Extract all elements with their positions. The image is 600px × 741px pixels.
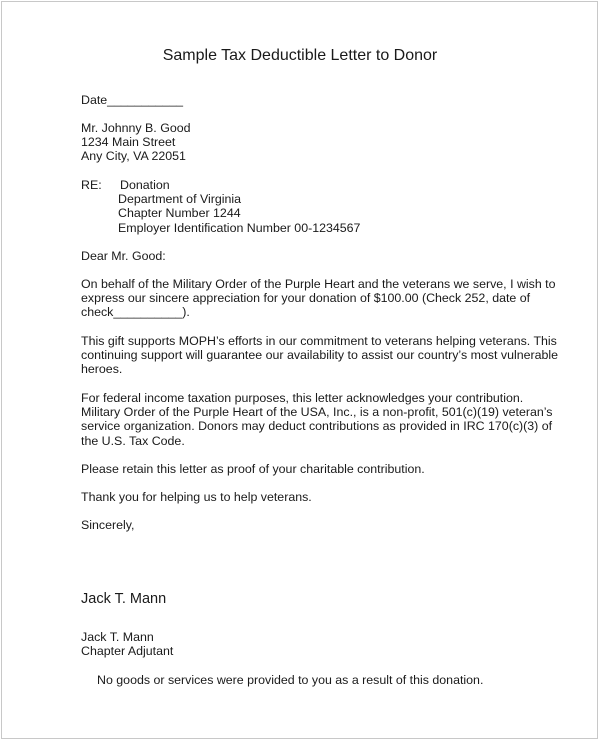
paragraph-line: On behalf of the Military Order of the Purple Heart and the veterans we serve, I wish to xyxy=(81,277,556,291)
signer-title: Chapter Adjutant xyxy=(81,644,174,659)
re-line: Donation xyxy=(120,178,170,192)
paragraph-tax xyxy=(81,391,553,448)
signer-block xyxy=(81,630,173,658)
recipient-city: Any City, VA 22051 xyxy=(81,149,186,164)
recipient-street: 1234 Main Street xyxy=(81,135,176,150)
signer-name: Jack T. Mann xyxy=(81,630,154,644)
re-label: RE: xyxy=(81,178,102,192)
page-title: Sample Tax Deductible Letter to Donor xyxy=(162,47,438,64)
recipient-address xyxy=(81,121,191,164)
paragraph-retain xyxy=(81,462,425,476)
paragraph-line: Military Order of the Purple Heart of the USA, Inc., is a non-profit, 501(c)(19) veteran’s xyxy=(81,405,553,420)
paragraph-line: For federal income taxation purposes, this letter acknowledges your contribution. xyxy=(81,391,524,405)
re-block xyxy=(118,178,360,235)
paragraph-line: continuing support will guarantee our availability to assist our country’s most vulnerable xyxy=(81,348,559,363)
signature-name: Jack T. Mann xyxy=(81,591,167,607)
paragraph-line: express our sincere appreciation for your donation of $100.00 (Check 252, date of xyxy=(81,291,531,306)
salutation: Dear Mr. Good: xyxy=(81,249,166,263)
paragraph-line: Thank you for helping us to help veterans. xyxy=(81,490,312,504)
re-line: Employer Identification Number 00-1234567 xyxy=(118,220,361,235)
date-line: Date___________ xyxy=(81,93,183,107)
paragraph-line: service organization. Donors may deduct contributions as provided in IRC 170(c)(3) of xyxy=(81,419,553,434)
paragraph-support xyxy=(81,334,558,377)
closing: Sincerely, xyxy=(81,518,135,532)
paragraph-line: This gift supports MOPH’s efforts in our commitment to veterans helping veterans. This xyxy=(81,334,557,348)
re-line: Department of Virginia xyxy=(118,192,242,207)
footer-note: No goods or services were provided to you as a result of this donation. xyxy=(97,673,484,687)
paragraph-thanks xyxy=(81,490,312,504)
paragraph-line: Please retain this letter as proof of your charitable contribution. xyxy=(81,462,425,476)
paragraph-line: check__________). xyxy=(81,305,190,320)
recipient-name: Mr. Johnny B. Good xyxy=(81,121,191,135)
paragraph-line: the U.S. Tax Code. xyxy=(81,433,185,448)
re-line: Chapter Number 1244 xyxy=(118,206,241,221)
paragraph-line: heroes. xyxy=(81,362,123,377)
paragraph-appreciation xyxy=(81,277,556,320)
